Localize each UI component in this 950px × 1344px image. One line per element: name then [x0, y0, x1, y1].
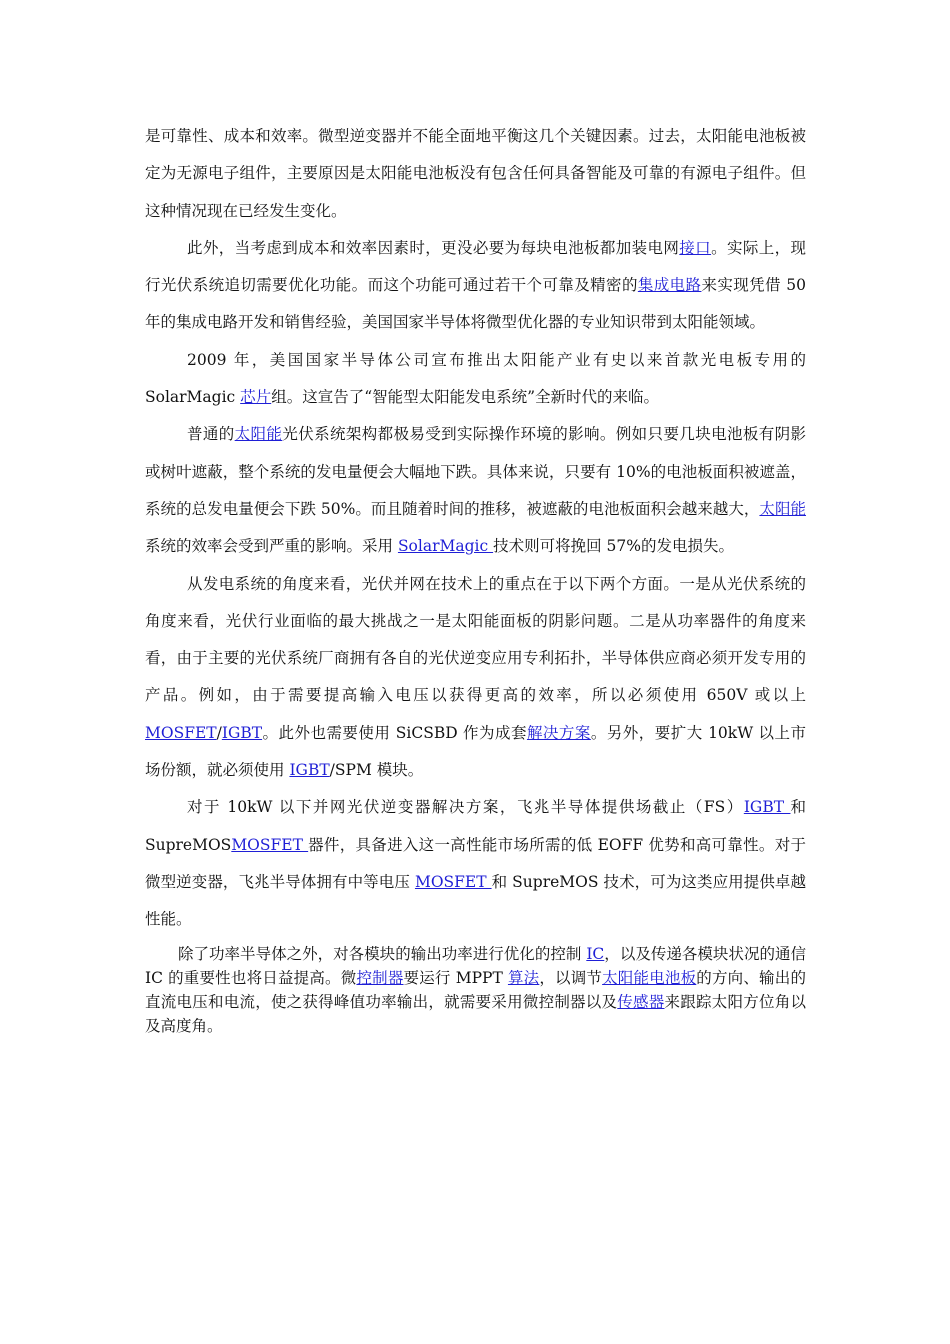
text: 。实际上，现行光伏系统追切需要优化功能。而这个功能可通过若干个可靠及精密的 — [145, 238, 806, 295]
link-solar-energy-2[interactable]: 太阳能 — [759, 499, 806, 518]
paragraph-3 — [145, 342, 806, 417]
text: 和 SupreMOS 技术，可为这类应用提供卓越性能。 — [145, 872, 806, 929]
text: 和 SupreMOS — [145, 798, 806, 854]
link-igbt-3[interactable]: IGBT — [743, 798, 791, 817]
link-mosfet-2[interactable]: MOSFET — [231, 835, 309, 854]
paragraph-1 — [145, 118, 806, 230]
link-solar-panel[interactable]: 太阳能电池板 — [602, 968, 697, 987]
paragraph-2 — [145, 230, 806, 342]
text: 从发电系统的角度来看，光伏并网在技术上的重点在于以下两个方面。一是从光伏系统的角度来看，光伏行业面临的最大挑战之一是太阳能面板的阴影问题。二是从功率器件的角度来看，由于主要的光伏系统厂商拥有各自的光伏逆变应用专利拓扑，半导体供应商必须开发专用的产品。例如，由于需要提高输入电压以获得更高的效率，所以必须使用 650V 或以上 — [145, 574, 806, 705]
text: 来实现凭借 50 年的集成电路开发和销售经验，美国国家半导体将微型优化器的专业知识带到太阳能领域。 — [145, 276, 806, 332]
text: 器件，具备进入这一高性能市场所需的低 EOFF 优势和高可靠性。对于微型逆变器，飞兆半导体拥有中等电压 — [145, 835, 807, 891]
link-igbt-2[interactable]: IGBT — [289, 761, 330, 780]
text: 。另外，要扩大 10kW 以上市场份额，就必须使用 — [145, 723, 806, 780]
text: 来跟踪太阳方位角以及高度角。 — [145, 992, 806, 1035]
text: 的方向、输出的直流电压和电流，使之获得峰值功率输出，就需要采用微控制器以及 — [145, 968, 806, 1011]
text: 是可靠性、成本和效率。微型逆变器并不能全面地平衡这几个关键因素。过去，太阳能电池板被定为无源电子组件，主要原因是太阳能电池板没有包含任何具备智能及可靠的有源电子组件。但这种情况现在已经发生变化。 — [145, 127, 806, 220]
text: 除了功率半导体之外，对各模块的输出功率进行优化的控制 — [178, 944, 587, 963]
document-body — [145, 118, 806, 1038]
link-solarmagic[interactable]: SolarMagic — [397, 537, 494, 556]
text: ，以及传递各模块状况的通信 IC 的重要性也将日益提高。微 — [145, 944, 806, 987]
text: / — [216, 723, 222, 742]
link-controller[interactable]: 控制器 — [356, 968, 404, 987]
link-mosfet-3[interactable]: MOSFET — [414, 872, 492, 891]
text: 系统的效率会受到严重的影响。采用 — [145, 537, 398, 556]
text: 。此外也需要使用 SiCSBD 作为成套 — [262, 723, 527, 742]
link-sensor[interactable]: 传感器 — [617, 992, 665, 1011]
text: 要运行 MPPT — [403, 968, 508, 987]
text: 组。这宣告了“智能型太阳能发电系统”全新时代的来临。 — [271, 388, 660, 407]
link-algorithm[interactable]: 算法 — [507, 968, 540, 987]
link-mosfet[interactable]: MOSFET — [145, 723, 217, 742]
text: 普通的 — [187, 425, 235, 444]
link-ic[interactable]: IC — [586, 944, 605, 963]
text: 对于 10kW 以下并网光伏逆变器解决方案，飞兆半导体提供场截止（FS） — [187, 798, 744, 817]
link-solar-energy[interactable]: 太阳能 — [234, 425, 283, 444]
paragraph-5 — [145, 566, 806, 790]
link-chip[interactable]: 芯片 — [240, 388, 272, 407]
paragraph-4 — [145, 416, 806, 565]
link-integrated-circuit[interactable]: 集成电路 — [637, 276, 702, 295]
paragraph-7 — [145, 942, 806, 1038]
text: 此外，当考虑到成本和效率因素时，更没必要为每块电池板都加装电网 — [187, 238, 680, 257]
text: 技术则可将挽回 57%的发电损失。 — [493, 537, 734, 556]
text: /SPM 模块。 — [329, 761, 424, 780]
text: 光伏系统架构都极易受到实际操作环境的影响。例如只要几块电池板有阴影或树叶遮蔽，整个系统的发电量便会大幅地下跌。具体来说，只要有 10%的电池板面积被遮盖，系统的总发电量便会下跌 50%。而且随着时间的推移，被遮蔽的电池板面积会越来越大， — [145, 425, 806, 518]
link-interface[interactable]: 接口 — [679, 238, 712, 257]
link-solution[interactable]: 解决方案 — [526, 723, 591, 742]
link-igbt[interactable]: IGBT — [221, 723, 263, 742]
text: 2009 年，美国国家半导体公司宣布推出太阳能产业有史以来首款光电板专用的 SolarMagic — [145, 350, 806, 407]
paragraph-6 — [145, 789, 806, 938]
text: ，以调节 — [539, 968, 603, 987]
